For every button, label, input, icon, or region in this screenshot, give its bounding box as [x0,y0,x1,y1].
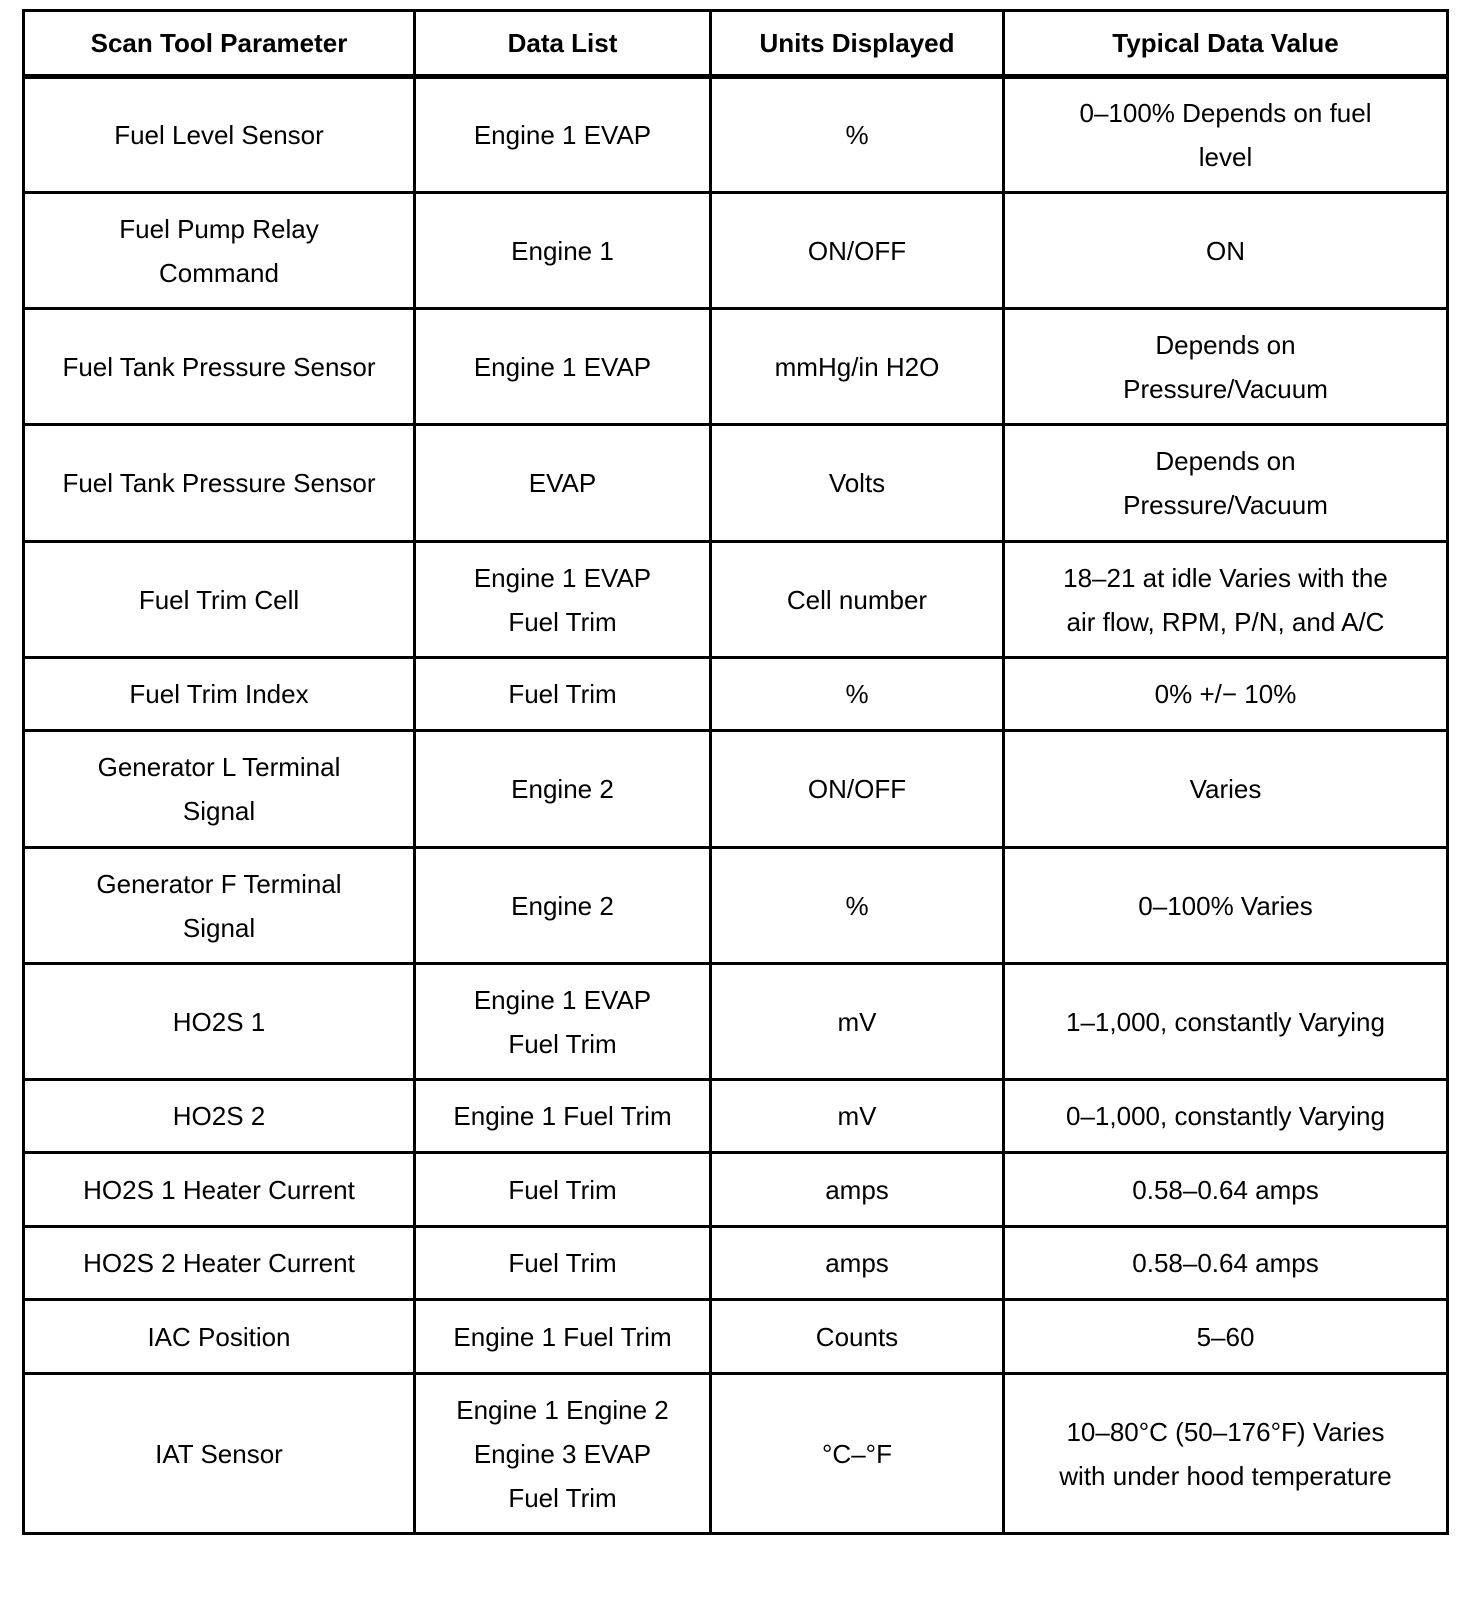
parameter-cell: Generator L Terminal Signal [24,731,415,848]
units-cell: amps [711,1153,1004,1227]
scan-tool-data-table [22,9,1449,1535]
data-list-cell: Engine 1 Fuel Trim [415,1300,711,1374]
table-row [24,658,1448,731]
typical-value-cell: 18–21 at idle Varies with the air flow, RPM, P/N, and A/C [1004,542,1448,658]
units-cell: Volts [711,425,1004,542]
typical-value-cell: 0–1,000, constantly Varying [1004,1080,1448,1153]
parameter-cell: HO2S 2 Heater Current [24,1227,415,1300]
parameter-cell: HO2S 1 Heater Current [24,1153,415,1227]
parameter-cell: Fuel Tank Pressure Sensor [24,425,415,542]
data-list-cell: Engine 1 Engine 2 Engine 3 EVAP Fuel Trim [415,1374,711,1534]
units-cell: amps [711,1227,1004,1300]
parameter-cell: Fuel Trim Cell [24,542,415,658]
typical-value-cell: ON [1004,193,1448,309]
table-row [24,1227,1448,1300]
typical-value-cell: 0–100% Depends on fuel level [1004,77,1448,193]
units-cell: Cell number [711,542,1004,658]
units-cell: ON/OFF [711,731,1004,848]
typical-value-cell: 0.58–0.64 amps [1004,1153,1448,1227]
data-list-cell: Fuel Trim [415,658,711,731]
parameter-cell: IAT Sensor [24,1374,415,1534]
parameter-cell: IAC Position [24,1300,415,1374]
parameter-cell: Generator F Terminal Signal [24,848,415,964]
header-row [24,11,1448,77]
parameter-cell: Fuel Trim Index [24,658,415,731]
typical-value-cell: 0.58–0.64 amps [1004,1227,1448,1300]
table-row [24,1300,1448,1374]
data-list-cell: EVAP [415,425,711,542]
data-list-cell: Fuel Trim [415,1227,711,1300]
typical-value-cell: Depends on Pressure/Vacuum [1004,309,1448,425]
header-units-displayed: Units Displayed [711,11,1004,77]
data-list-cell: Engine 2 [415,848,711,964]
parameter-cell: Fuel Pump Relay Command [24,193,415,309]
table-row [24,1374,1448,1534]
typical-value-cell: Depends on Pressure/Vacuum [1004,425,1448,542]
data-list-cell: Engine 1 EVAP [415,77,711,193]
table-row [24,309,1448,425]
units-cell: °C–°F [711,1374,1004,1534]
data-list-cell: Engine 1 [415,193,711,309]
table-row [24,1153,1448,1227]
units-cell: mmHg/in H2O [711,309,1004,425]
data-list-cell: Engine 1 EVAP Fuel Trim [415,542,711,658]
typical-value-cell: Varies [1004,731,1448,848]
units-cell: % [711,658,1004,731]
table-row [24,542,1448,658]
parameter-cell: Fuel Tank Pressure Sensor [24,309,415,425]
header-typical-data-value: Typical Data Value [1004,11,1448,77]
typical-value-cell: 5–60 [1004,1300,1448,1374]
table-row [24,193,1448,309]
table-row [24,848,1448,964]
table-row [24,964,1448,1080]
units-cell: % [711,848,1004,964]
data-list-cell: Engine 2 [415,731,711,848]
header-scan-tool-parameter: Scan Tool Parameter [24,11,415,77]
table-row [24,1080,1448,1153]
parameter-cell: Fuel Level Sensor [24,77,415,193]
typical-value-cell: 0–100% Varies [1004,848,1448,964]
header-data-list: Data List [415,11,711,77]
units-cell: ON/OFF [711,193,1004,309]
units-cell: % [711,77,1004,193]
table-row [24,425,1448,542]
typical-value-cell: 10–80°C (50–176°F) Varies with under hood temperature [1004,1374,1448,1534]
data-list-cell: Engine 1 Fuel Trim [415,1080,711,1153]
table-row [24,77,1448,193]
parameter-cell: HO2S 1 [24,964,415,1080]
table-row [24,731,1448,848]
data-list-cell: Engine 1 EVAP Fuel Trim [415,964,711,1080]
units-cell: mV [711,964,1004,1080]
data-list-cell: Engine 1 EVAP [415,309,711,425]
units-cell: Counts [711,1300,1004,1374]
typical-value-cell: 1–1,000, constantly Varying [1004,964,1448,1080]
parameter-cell: HO2S 2 [24,1080,415,1153]
data-list-cell: Fuel Trim [415,1153,711,1227]
units-cell: mV [711,1080,1004,1153]
typical-value-cell: 0% +/− 10% [1004,658,1448,731]
